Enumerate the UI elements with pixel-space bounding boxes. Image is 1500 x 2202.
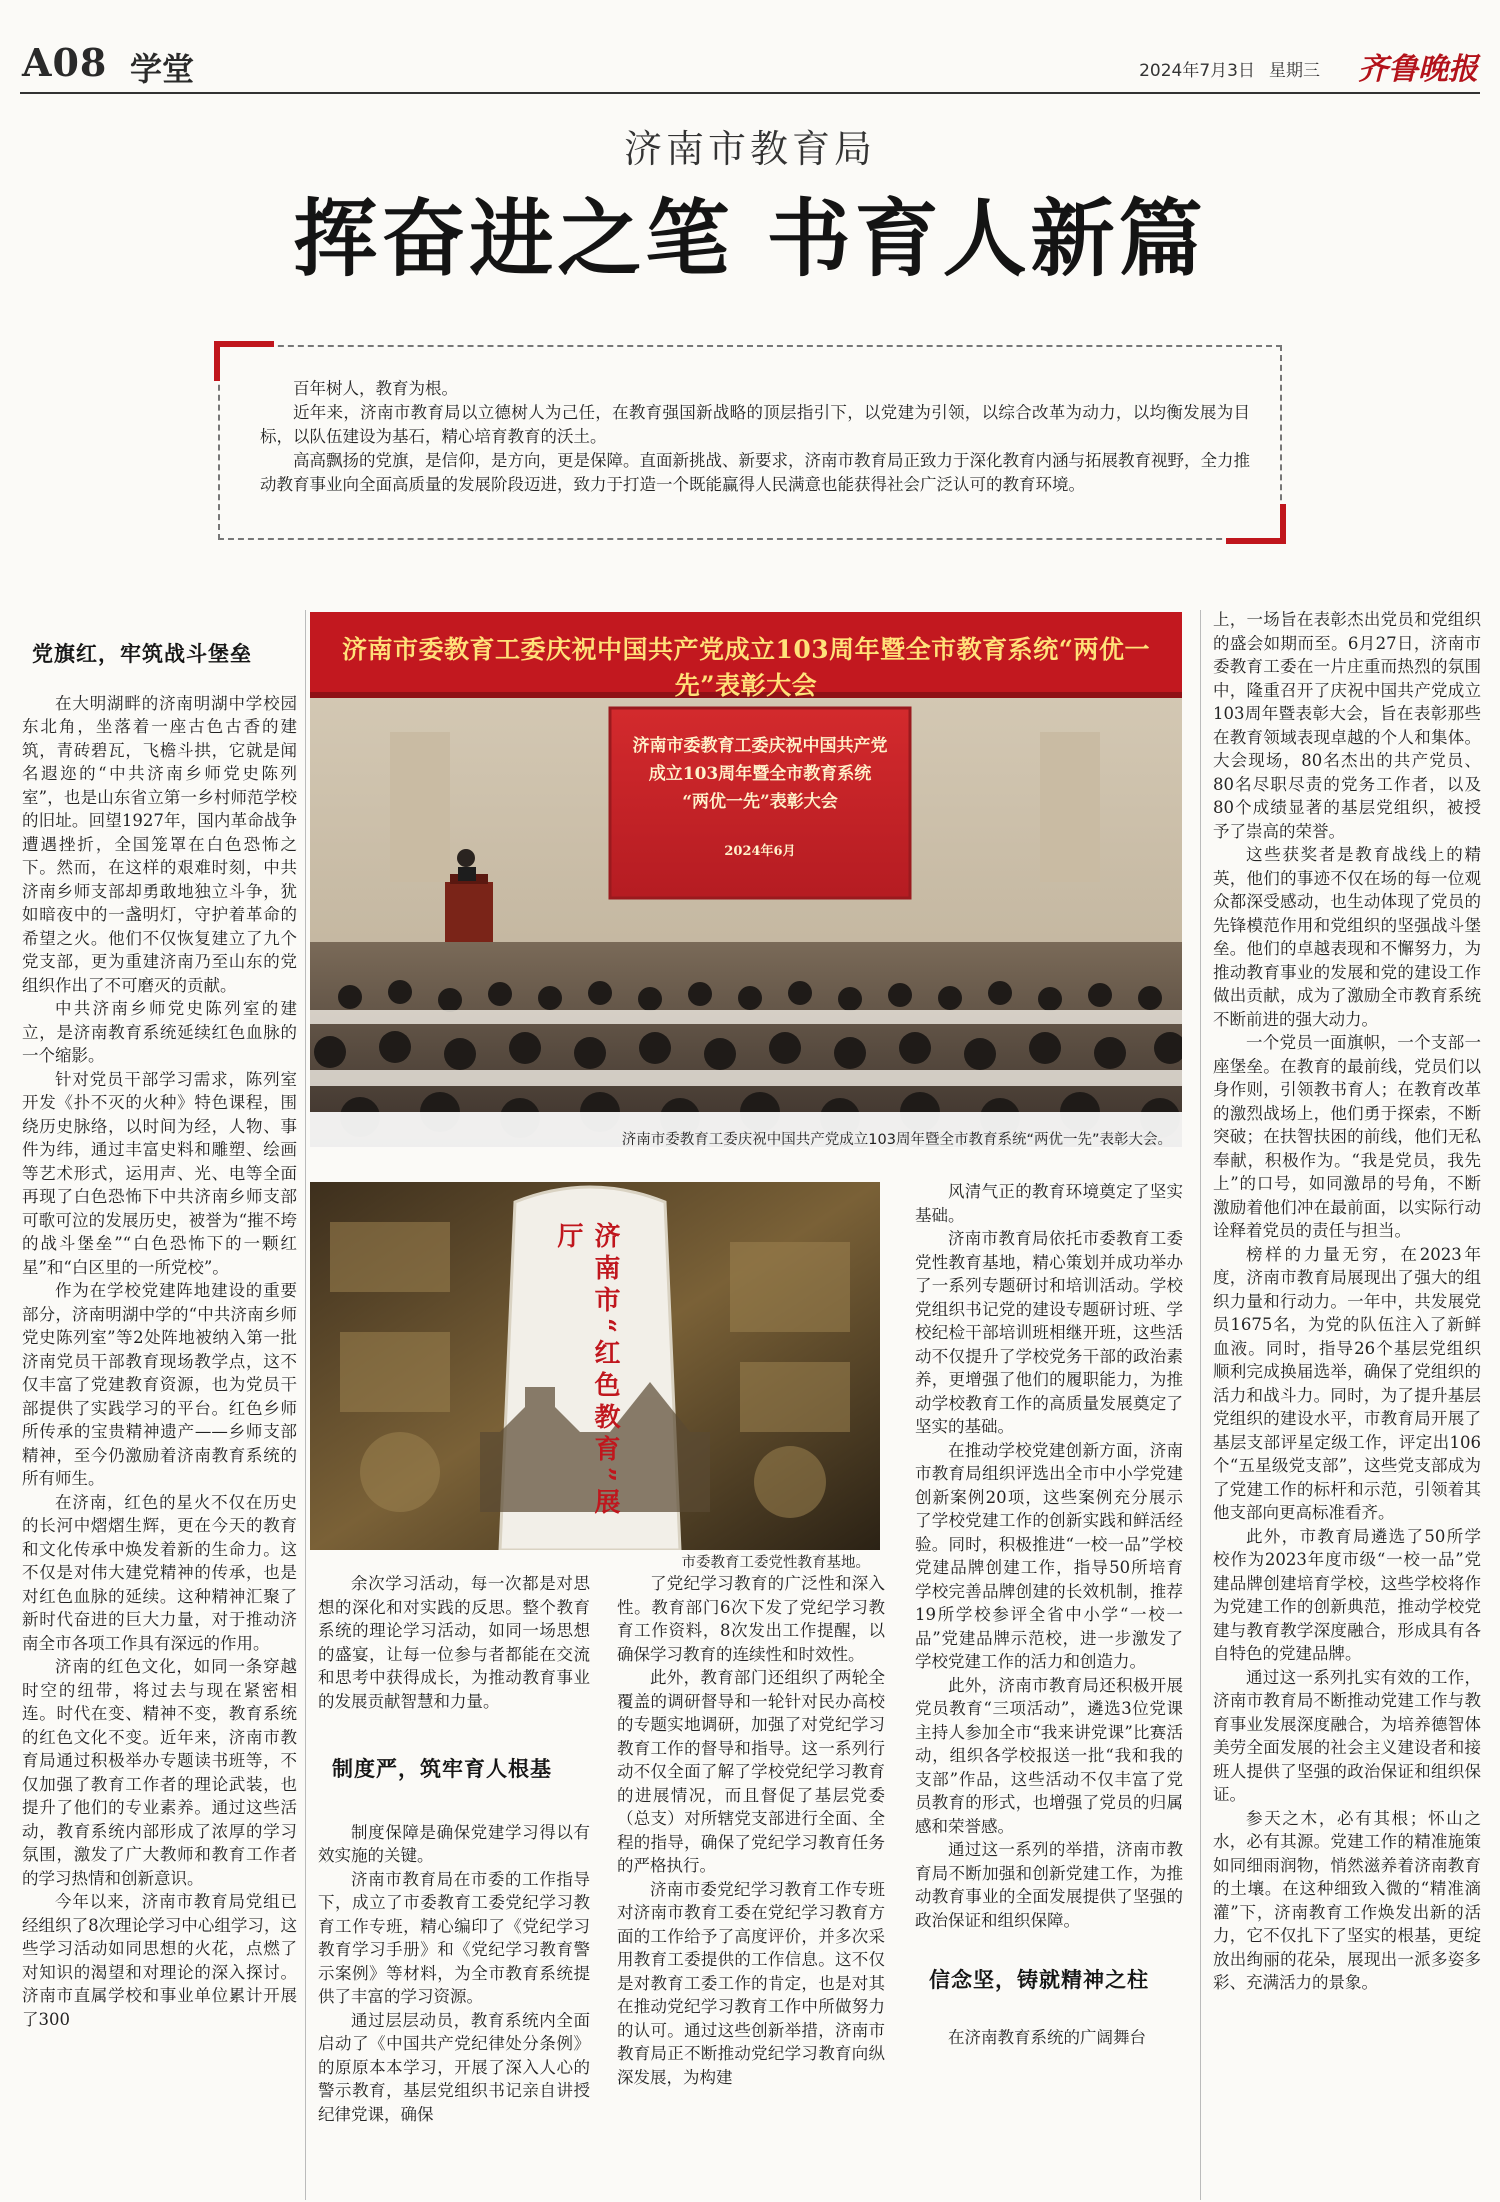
paragraph: 风清气正的教育环境奠定了坚实基础。 [915, 1182, 1183, 1225]
paragraph: 作为在学校党建阵地建设的重要部分，济南明湖中学的“中共济南乡师党史陈列室”等2处阵地被纳入第一批济南党员干部教育现场教学点，这不仅丰富了党建教育资源，也为党员干部提供了实践学习的平台。红色乡师所传承的宝贵精神遗产——乡师支部精神，至今仍激励着济南教育系统的所有师生。 [22, 1281, 297, 1488]
header-divider [20, 92, 1480, 94]
paragraph: 济南市教育局在市委的工作指导下，成立了市委教育工委党纪学习教育工作专班，精心编印了《党纪学习教育学习手册》和《党纪学习教育警示案例》等材料，为全市教育系统提供了丰富的学习资源。 [318, 1869, 590, 2006]
intro-paragraph: 高高飘扬的党旗，是信仰，是方向，更是保障。直面新挑战、新要求，济南市教育局正致力于深化教育内涵与拓展教育视野，全力推动教育事业向全面高质量的发展阶段迈进，致力于打造一个既能赢得人民满意也能获得社会广泛认可的教育环境。 [260, 451, 1250, 494]
intro-paragraph: 百年树人，教育为根。 [293, 379, 458, 398]
page-number: A08 [22, 40, 108, 85]
paragraph: 一个党员一面旗帜，一个支部一座堡垒。在教育的最前线，党员们以身作则，引领教书育人；在教育改革的激烈战场上，他们勇于探索，不断突破；在扶智扶困的前线，他们无私奉献，积极作为。“我是党员，我先上”的口号，如同激昂的号角，不断激励着他们冲在最前面，以实际行动诠释着党员的责任与担当。 [1213, 1033, 1481, 1240]
article-column-5 [1213, 608, 1481, 2200]
paragraph: 参天之木，必有其根；怀山之水，必有其源。党建工作的精准施策如同细雨润物，悄然滋养着济南教育的土壤。在这种细致入微的“精准滴灌”下，济南教育工作焕发出新的活力，它不仅扎下了坚实的根基，更绽放出绚丽的花朵，展现出一派多姿多彩、充满活力的景象。 [1213, 1808, 1481, 1992]
article-column-2 [318, 1572, 590, 2200]
exhibition-sign: 济南市“红色教育”展厅 [553, 1222, 620, 1520]
paragraph: 此外，济南市教育局还积极开展党员教育“三项活动”，遴选3位党课主持人参加全市“我来讲党课”比赛活动，组织各学校报送一批“我和我的支部”作品，这些活动不仅丰富了党员教育的形式，也增强了党员的归属感和荣誉感。 [915, 1675, 1183, 1836]
screen-line: 济南市委教育工委庆祝中国共产党 [632, 736, 888, 756]
section-name: 学堂 [130, 50, 195, 88]
subheading: 党旗红，牢筑战斗堡垒 [32, 641, 252, 666]
paragraph: 今年以来，济南市教育局党组已经组织了8次理论学习中心组学习，这些学习活动如同思想的火花，点燃了对知识的渴望和对理论的深入探讨。济南市直属学校和事业单位累计开展了300 [22, 1892, 297, 2029]
paragraph: 制度保障是确保党建学习得以有效实施的关键。 [318, 1822, 590, 1865]
subheading: 制度严，筑牢育人根基 [332, 1756, 552, 1781]
paragraph: 在推动学校党建创新方面，济南市教育局组织评选出全市中小学党建创新案例20项，这些案例充分展示了学校党建工作的创新实践和鲜活经验。同时，积极推进“一校一品”学校党建品牌创建工作，指导50所培育学校完善品牌创建的长效机制，推荐19所学校参评全省中小学“一校一品”党建品牌示范校，进一步激发了学校党建工作的活力和创造力。 [915, 1440, 1183, 1671]
paragraph: 济南市委党纪学习教育工作专班对济南市教育工委在党纪学习教育方面的工作给予了高度评价，并多次采用教育工委提供的工作信息。这不仅是对教育工委工作的肯定，也是对其在推动党纪学习教育工作中所做努力的认可。通过这些创新举措，济南市教育局正不断推动党纪学习教育向纵深发展，为构建 [617, 1879, 885, 2087]
exhibition-photo [310, 1182, 880, 1550]
paragraph: 在济南教育系统的广阔舞台 [948, 2027, 1146, 2047]
ceremony-photo [310, 612, 1182, 1147]
paragraph: 济南市教育局依托市委教育工委党性教育基地，精心策划并成功举办了一系列专题研讨和培训活动。学校党组织书记党的建设专题研讨班、学校纪检干部培训班相继开班，这些活动不仅提升了学校党务干部的政治素养，更增强了他们的履职能力，为推动学校教育工作的高质量发展奠定了坚实的基础。 [915, 1229, 1183, 1436]
paragraph: 通过层层动员，教育系统内全面启动了《中国共产党纪律处分条例》的原原本本学习，开展了深入人心的警示教育，基层党组织书记亲自讲授纪律党课，确保 [318, 2010, 590, 2124]
banner-text: 济南市委教育工委庆祝中国共产党成立103周年暨全市教育系统“两优一先”表彰大会 [341, 635, 1151, 700]
column-divider [1200, 610, 1201, 2200]
paragraph: 此外，市教育局遴选了50所学校作为2023年度市级“一校一品”党建品牌创建培育学校，这些学校将作为党建工作的创新典范，推动学校党建与教育教学深度融合，形成具有各自特色的党建品牌。 [1213, 1526, 1481, 1663]
paragraph: 济南的红色文化，如同一条穿越时空的纽带，将过去与现在紧密相连。时代在变、精神不变，教育系统的红色文化不变。近年来，济南市教育局通过积极举办专题读书班等，不仅加强了教育工作者的理论武装，也提升了他们的专业素养。通过这些活动，教育系统内部形成了浓厚的学习氛围，激发了广大教师和教育工作者的学习热情和创新意识。 [22, 1657, 297, 1888]
paragraph: 在济南，红色的星火不仅在历史的长河中熠熠生辉，更在今天的教育和文化传承中焕发着新的生命力。这不仅是对伟大建党精神的传承，也是对红色血脉的延续。这种精神汇聚了新时代奋进的巨大力量，对于推动济南全市各项工作具有深远的作用。 [22, 1492, 297, 1653]
intro-text [260, 377, 1250, 497]
paragraph: 余次学习活动，每一次都是对思想的深化和对实践的反思。整个教育系统的理论学习活动，如同一场思想的盛宴，让每一位参与者都能在交流和思考中获得成长，为推动教育事业的发展贡献智慧和力量。 [318, 1574, 590, 1711]
column-divider [305, 610, 306, 2200]
article-kicker: 济南市教育局 [623, 127, 876, 171]
issue-date: 2024年7月3日 [1139, 61, 1255, 81]
screen-line: “两优一先”表彰大会 [682, 792, 838, 812]
article-column-4 [915, 1180, 1183, 2200]
intro-paragraph: 近年来，济南市教育局以立德树人为己任，在教育强国新战略的顶层指引下，以党建为引领，以综合改革为动力，以均衡发展为目标，以队伍建设为基石，精心培育教育的沃土。 [260, 403, 1250, 446]
paragraph: 针对党员干部学习需求，陈列室开发《扑不灭的火种》特色课程，围绕历史脉络，以时间为经，人物、事件为纬，通过丰富史料和雕塑、绘画等艺术形式，运用声、光、电等全面再现了白色恐怖下中共济南乡师支部可歌可泣的发展历史，被誉为“摧不垮的战斗堡垒”“白色恐怖下的一颗红星”和“白区里的一所党校”。 [22, 1069, 297, 1277]
newspaper-logo: 齐鲁晚报 [1358, 52, 1478, 87]
photo-caption: 济南市委教育工委庆祝中国共产党成立103周年暨全市教育系统“两优一先”表彰大会。 [621, 1132, 1172, 1148]
intro-box [218, 345, 1282, 540]
corner-ornament [1226, 504, 1286, 544]
subheading: 信念坚，铸就精神之柱 [929, 1967, 1149, 1992]
paragraph: 在大明湖畔的济南明湖中学校园东北角，坐落着一座古色古香的建筑，青砖碧瓦，飞檐斗拱，它就是闻名遐迩的“中共济南乡师党史陈列室”，也是山东省立第一乡村师范学校的旧址。回望1927年，国内革命战争遭遇挫折，全国笼罩在白色恐怖之下。然而，在这样的艰难时刻，中共济南乡师支部却勇敢地独立斗争，犹如暗夜中的一盏明灯，守护着革命的希望之火。他们不仅恢复建立了九个党支部，更为重建济南乃至山东的党组织作出了不可磨灭的贡献。 [22, 693, 297, 995]
issue-weekday: 星期三 [1269, 61, 1320, 81]
paragraph: 上，一场旨在表彰杰出党员和党组织的盛会如期而至。6月27日，济南市委教育工委在一片庄重而热烈的氛围中，隆重召开了庆祝中国共产党成立103周年暨表彰大会，旨在表彰那些在教育领域表现卓越的个人和集体。大会现场，80名杰出的共产党员、80名尽职尽责的党务工作者，以及80个成绩显著的基层党组织，被授予了崇高的荣誉。 [1213, 610, 1481, 841]
screen-line: 成立103周年暨全市教育系统 [648, 764, 872, 784]
screen-text [610, 732, 910, 866]
page-header [0, 0, 1500, 96]
paragraph: 通过这一系列扎实有效的工作，济南市教育局不断推动党建工作与教育事业发展深度融合，为培养德智体美劳全面发展的社会主义建设者和接班人提供了坚强的政治保证和组织保证。 [1213, 1667, 1481, 1804]
paragraph: 榜样的力量无穷，在2023年度，济南市教育局展现出了强大的组织力量和行动力。一年中，共发展党员1675名，为党的队伍注入了新鲜血液。同时，指导26个基层党组织顺利完成换届选举，确保了党组织的活力和战斗力。同时，为了提升基层党组织的建设水平，市教育局开展了基层支部评星定级工作，评定出106个“五星级党支部”，这些党支部成为了党建工作的标杆和示范，引领着其他支部向更高标准看齐。 [1213, 1244, 1481, 1522]
paragraph: 中共济南乡师党史陈列室的建立，是济南教育系统延续红色血脉的一个缩影。 [22, 999, 297, 1065]
paragraph: 此外，教育部门还组织了两轮全覆盖的调研督导和一轮针对民办高校的专题实地调研，加强了对党纪学习教育工作的督导和指导。这一系列行动不仅全面了解了学校党纪学习教育的进展情况，而且督促了基层党委（总支）对所辖党支部进行全面、全程的指导，确保了党纪学习教育任务的严格执行。 [617, 1668, 885, 1875]
article-headline: 挥奋进之笔 书育人新篇 [293, 189, 1207, 288]
screen-date: 2024年6月 [724, 844, 796, 859]
article-column-3 [617, 1572, 885, 2200]
photo-caption: 市委教育工委党性教育基地。 [681, 1555, 870, 1571]
article-column-1 [22, 630, 297, 2200]
paragraph: 了党纪学习教育的广泛性和深入性。教育部门6次下发了党纪学习教育工作资料，8次发出工作提醒，以确保学习教育的连续性和时效性。 [617, 1574, 885, 1664]
corner-ornament [214, 341, 274, 381]
paragraph: 通过这一系列的举措，济南市教育局不断加强和创新党建工作，为推动教育事业的全面发展提供了坚强的政治保证和组织保障。 [915, 1840, 1183, 1930]
paragraph: 这些获奖者是教育战线上的精英，他们的事迹不仅在场的每一位观众都深受感动，也生动体现了党员的先锋模范作用和党组织的坚强战斗堡垒。他们的卓越表现和不懈努力，为推动教育事业的发展和党的建设工作做出贡献，成为了激励全市教育系统不断前进的强大动力。 [1213, 845, 1481, 1029]
